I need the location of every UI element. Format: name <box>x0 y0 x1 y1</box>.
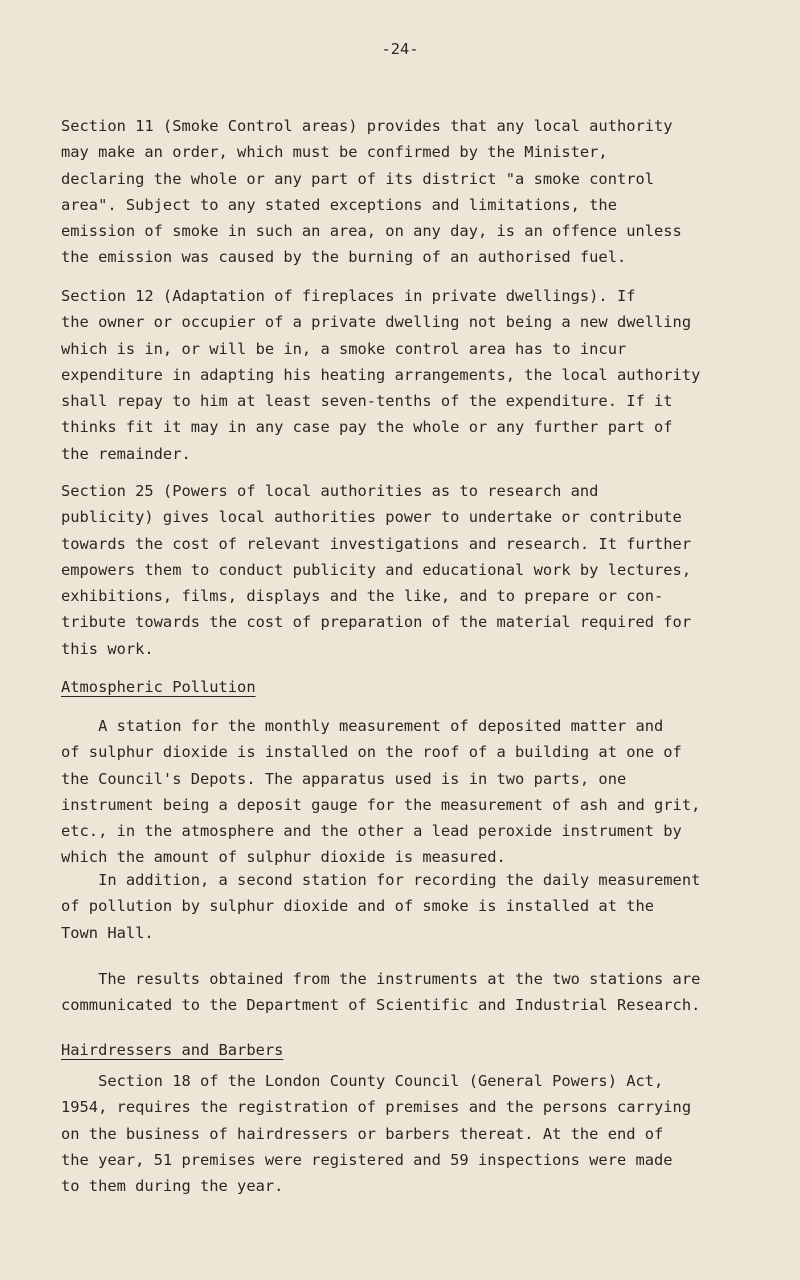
hairdressers-paragraph: Section 18 of the London County Council (General Powers) Act, 1954, requires the registration of premises and the persons carrying on the business of hairdressers or barbers thereat. At the end of the year, 51 premises were registered and 59 inspections were made to them during the year. <box>61 1072 692 1196</box>
atmospheric-pollution-heading: Atmospheric Pollution <box>61 678 256 696</box>
atmospheric-paragraph-3: The results obtained from the instruments at the two stations are communicated to the Department of Scientific and Industrial Research. <box>61 970 701 1015</box>
atmospheric-paragraph-1: A station for the monthly measurement of deposited matter and of sulphur dioxide is installed on the roof of a building at one of the Council's Depots. The apparatus used is in two parts, one instrument being a deposit gauge for the measurement of ash and grit, etc., in the atmosphere and the other a lead peroxide instrument by which the amount of sulphur dioxide is measured. <box>61 717 701 867</box>
hairdressers-barbers-heading: Hairdressers and Barbers <box>61 1041 284 1059</box>
section-25-paragraph: Section 25 (Powers of local authorities as to research and publicity) gives local authorities power to undertake or contribute towards the cost of relevant investigations and research. It further empowers them to conduct publicity and educational work by lectures, exhibitions, films, displays and the like, and to prepare or con- tribute towards the cost of preparation of the material required for this work. <box>61 482 692 658</box>
page-number: -24- <box>381 40 419 58</box>
section-11-paragraph: Section 11 (Smoke Control areas) provides that any local authority may make an order, which must be confirmed by the Minister, declaring the whole or any part of its district "a smoke control area". Subject to any stated exceptions and limitations, the emission of smoke in such an area, on any day, is an offence unless the emission was caused by the burning of an authorised fuel. <box>61 117 682 267</box>
atmospheric-paragraph-2: In addition, a second station for recording the daily measurement of pollution by sulphur dioxide and of smoke is installed at the Town Hall. <box>61 871 701 942</box>
section-12-paragraph: Section 12 (Adaptation of fireplaces in private dwellings). If the owner or occupier of a private dwelling not being a new dwelling which is in, or will be in, a smoke control area has to incur expenditure in adapting his heating arrangements, the local authority shall repay to him at least seven-tenths of the expenditure. If it thinks fit it may in any case pay the whole or any further part of the remainder. <box>61 287 701 463</box>
